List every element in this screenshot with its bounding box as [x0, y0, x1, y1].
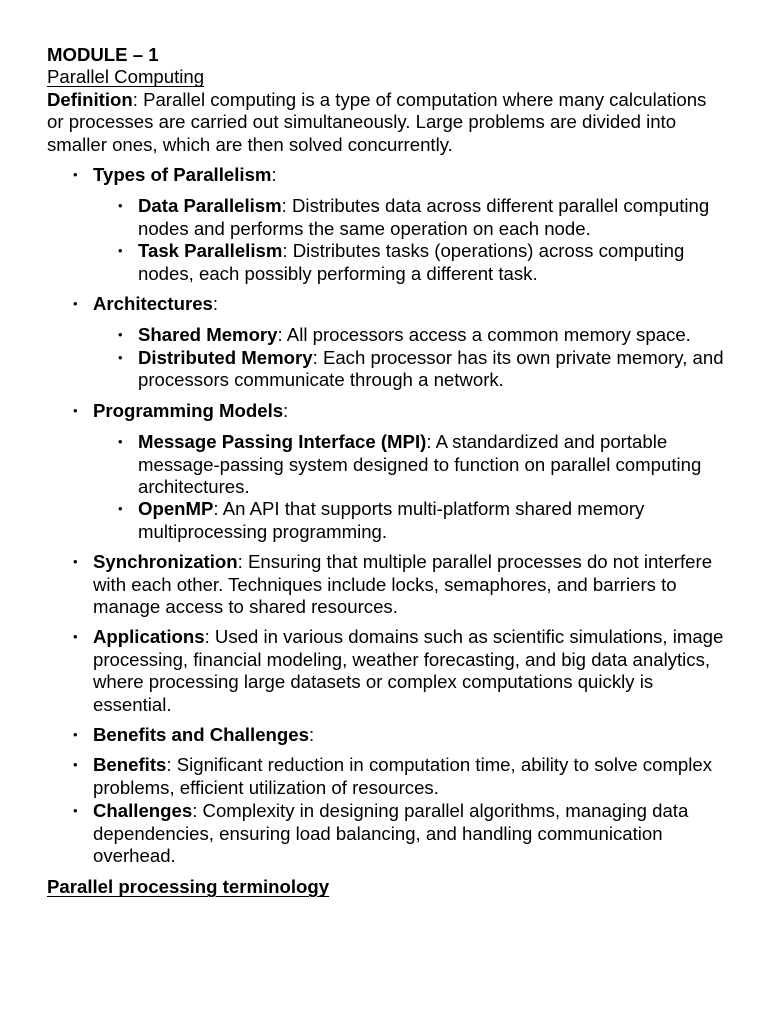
sub-item-term: Task Parallelism [138, 240, 283, 262]
list-item-text: : Significant reduction in computation time, ability to solve complex problems, efficient utilization of resources. [93, 754, 713, 798]
sub-item-text: : Each processor has its own private memory, and processors communicate through a network. [138, 346, 724, 391]
definition-paragraph [47, 89, 728, 156]
list-item-text: : [271, 164, 277, 186]
main-bullet-list [47, 164, 728, 867]
sub-item-text: : Distributes tasks (operations) across computing nodes, each possibly performing a different task. [138, 240, 685, 284]
sub-list-architectures [93, 324, 728, 391]
sub-item-data-parallelism [93, 195, 728, 240]
list-item-text: : Ensuring that multiple parallel processes do not interfere with each other. Techniques include locks, semaphores, and barriers to manage access to shared resources. [93, 551, 713, 617]
sub-item-task-parallelism [93, 240, 728, 285]
list-item-term: Challenges [93, 800, 193, 822]
list-item-text: : [212, 293, 219, 315]
list-item-term: Types of Parallelism [93, 164, 272, 186]
list-item-text: : Complexity in designing parallel algorithms, managing data dependencies, ensuring load balancing, and handling communication overhead. [93, 800, 689, 866]
list-item-term: Benefits [93, 754, 167, 776]
sub-list-types [93, 195, 728, 285]
list-item-benefits-and-challenges [47, 724, 728, 746]
definition-term: Definition [47, 88, 133, 110]
list-item-architectures [47, 293, 728, 392]
list-item-term: Synchronization [93, 551, 238, 573]
list-item-synchronization [47, 551, 728, 618]
list-item-term: Applications [93, 626, 205, 648]
list-item-challenges [47, 800, 728, 867]
list-item-term: Architectures [93, 293, 213, 315]
sub-item-text: : Distributes data across different parallel computing nodes and performs the same operation on each node. [138, 195, 710, 239]
sub-item-openmp [93, 498, 728, 543]
list-item-applications [47, 626, 728, 716]
sub-item-text: : A standardized and portable message-passing system designed to function on parallel computing architectures. [138, 431, 702, 497]
list-item-text: : [283, 399, 289, 421]
sub-item-mpi [93, 431, 728, 498]
sub-item-distributed-memory [93, 347, 728, 392]
module-heading: MODULE – 1 [47, 44, 159, 65]
sub-item-term: Message Passing Interface (MPI) [138, 431, 427, 453]
sub-item-term: Shared Memory [138, 324, 278, 346]
section-title-parallel-computing: Parallel Computing [47, 66, 205, 88]
list-item-term: Programming Models [93, 399, 284, 421]
sub-item-shared-memory [93, 324, 728, 346]
sub-list-programming-models [93, 431, 728, 543]
list-item-text: : [308, 723, 315, 745]
sub-item-term: OpenMP [138, 498, 214, 520]
definition-text: : Parallel computing is a type of computation where many calculations or processes are carried out simultaneously. Large problems are divided into smaller ones, which are then solved concurrently. [47, 88, 707, 155]
sub-item-text: : All processors access a common memory space. [277, 324, 691, 346]
list-item-text: : Used in various domains such as scientific simulations, image processing, financial modeling, weather forecasting, and big data analytics, where processing large datasets or complex computations quickly is essential. [93, 626, 724, 715]
section-title-parallel-processing-terminology: Parallel processing terminology [47, 876, 330, 898]
sub-item-text: : An API that supports multi-platform shared memory multiprocessing programming. [138, 498, 645, 542]
list-item-term: Benefits and Challenges [93, 723, 309, 745]
sub-item-term: Distributed Memory [138, 346, 313, 368]
sub-item-term: Data Parallelism [138, 195, 282, 217]
list-item-programming-models [47, 400, 728, 543]
list-item-types-of-parallelism [47, 164, 728, 285]
list-item-benefits [47, 754, 728, 799]
